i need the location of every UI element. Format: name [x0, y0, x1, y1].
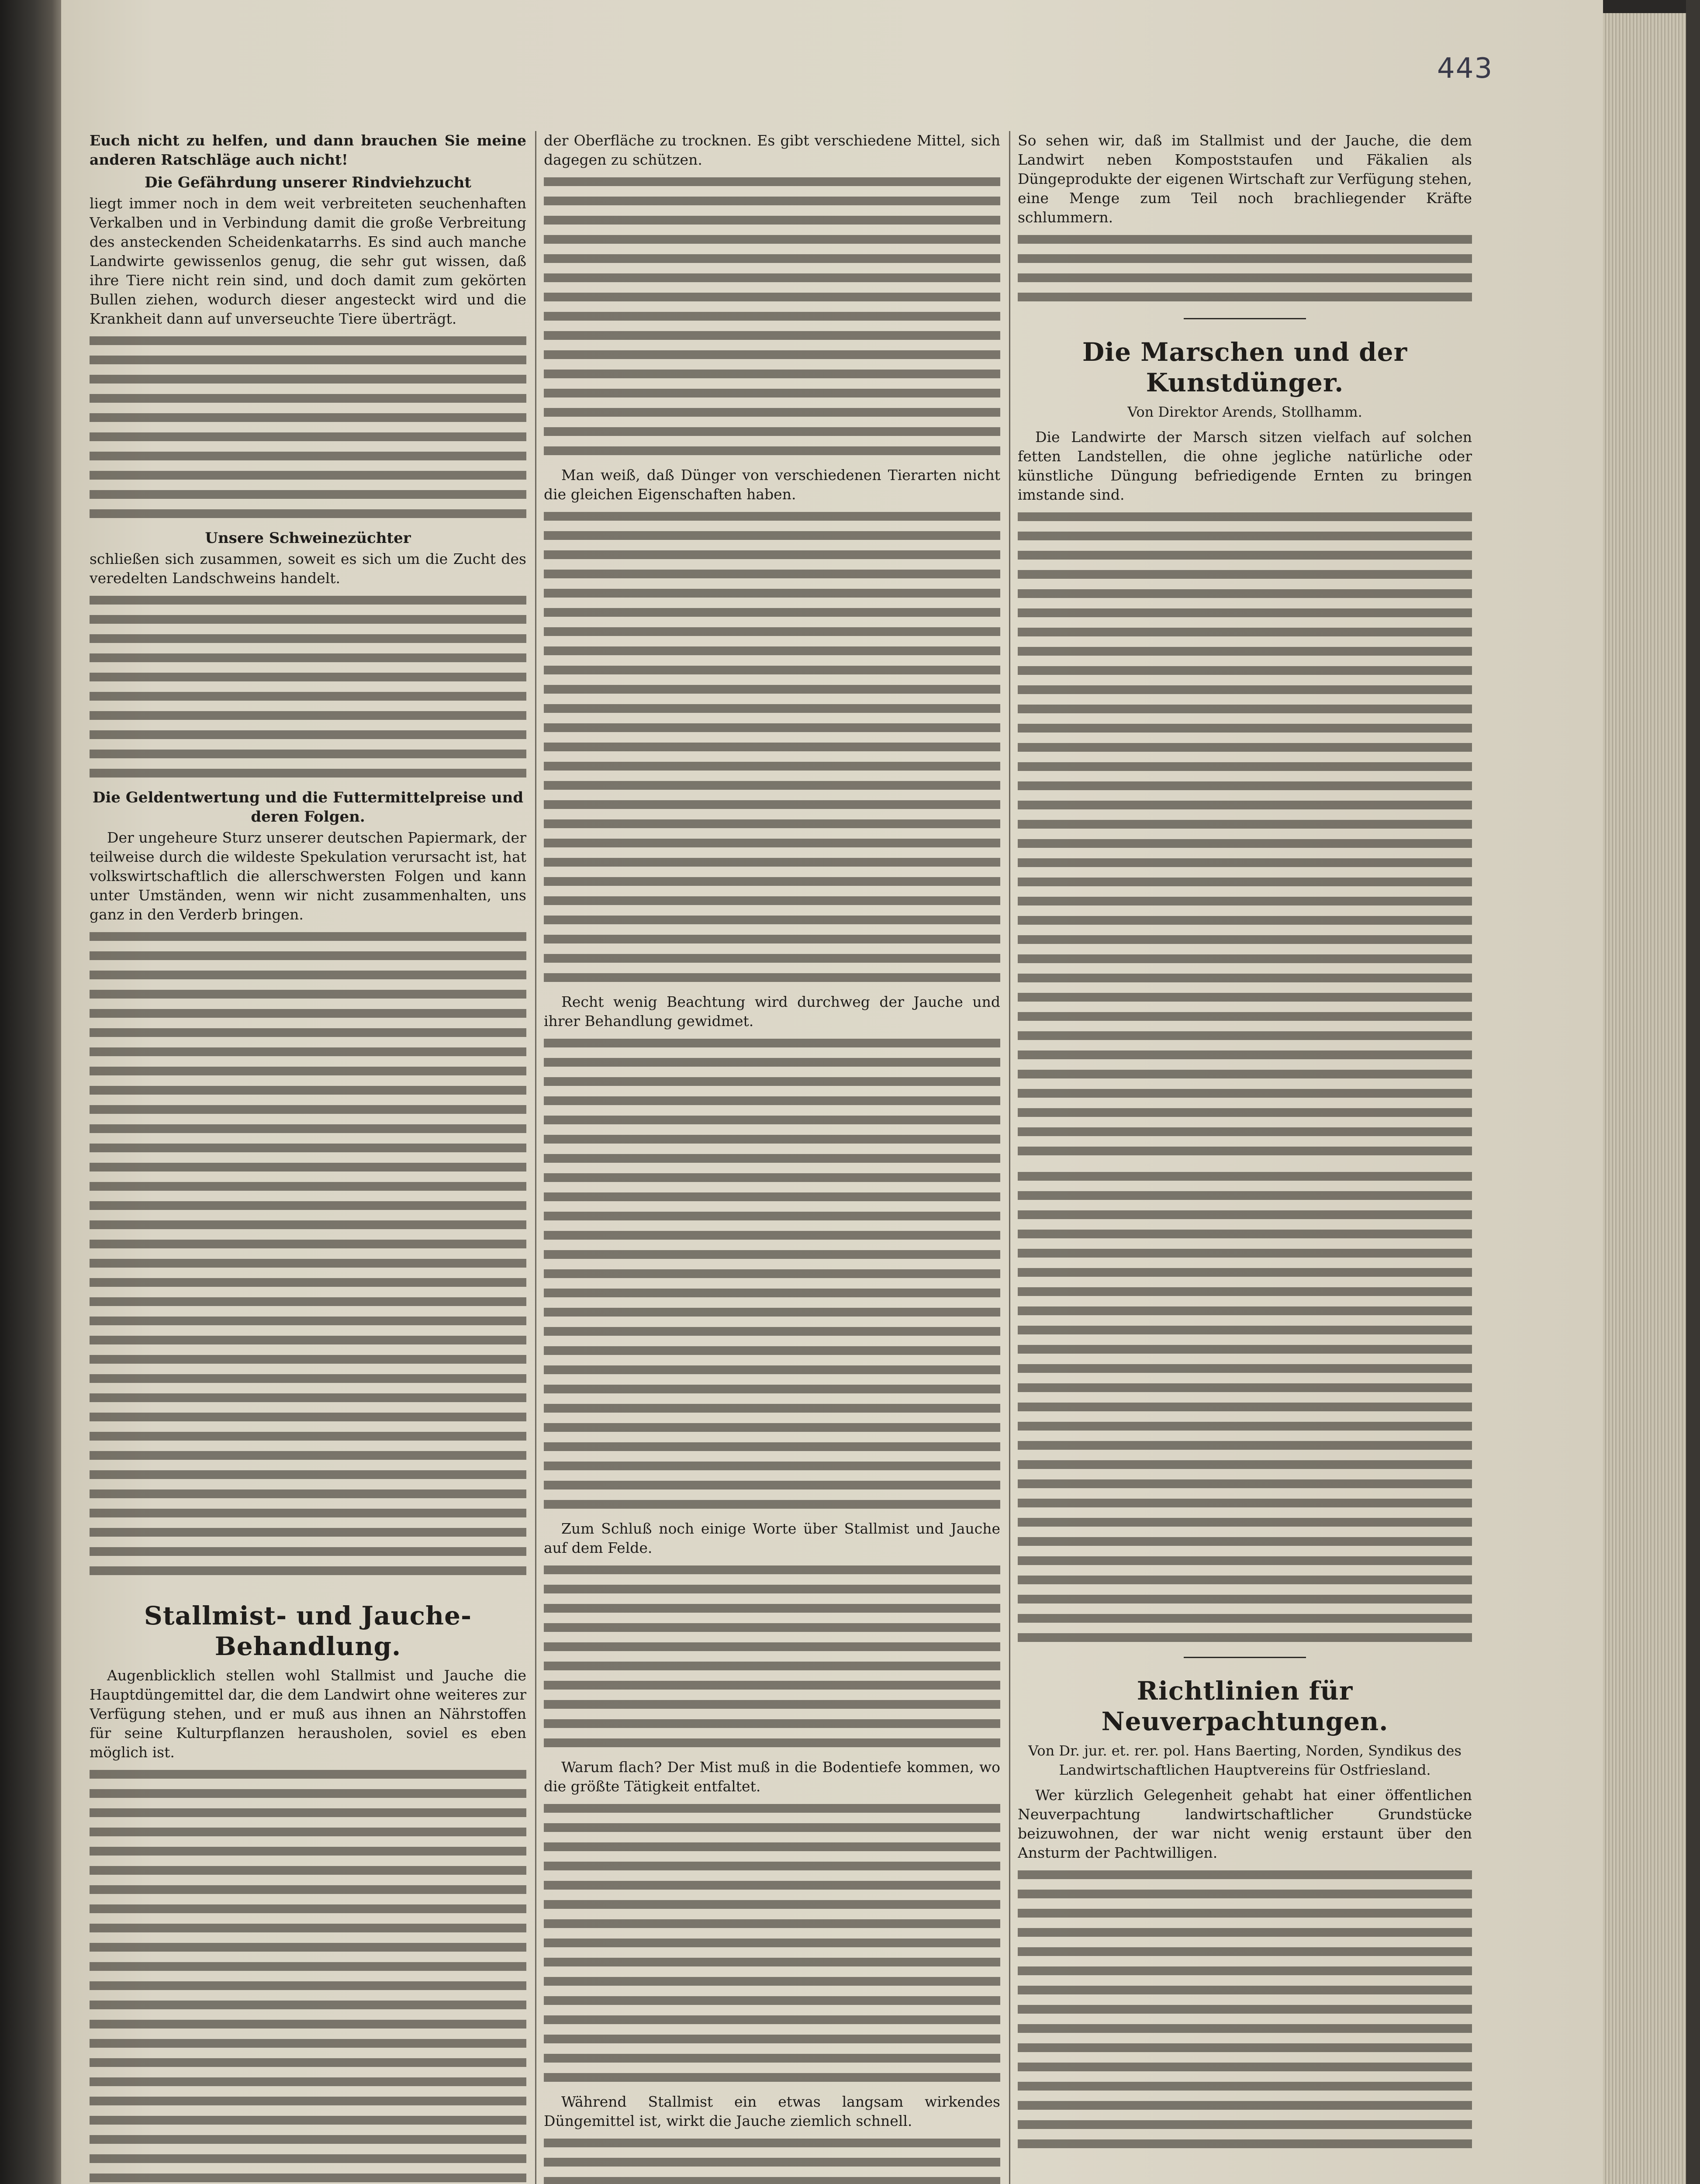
paragraph: der Oberfläche zu trocknen. Es gibt verschiedene Mittel, sich dagegen zu schützen. [544, 132, 1000, 168]
text-block [544, 173, 1000, 461]
separator-rule [1184, 1657, 1306, 1658]
text-block [90, 332, 526, 524]
column-1 [90, 131, 526, 2184]
paragraph: Man weiß, daß Dünger von verschiedenen Tierarten nicht die gleichen Eigenschaften haben. [544, 467, 1000, 503]
text-block [1018, 1168, 1472, 1648]
separator-rule [1184, 318, 1306, 319]
paragraph: Wer kürzlich Gelegenheit gehabt hat einer öffentlichen Neuverpachtung landwirtschaftlicher Grundstücke beizuwohnen, der war nicht wenig erstaunt über den Ansturm der Pachtwilligen. [1018, 1787, 1472, 1861]
article-title-marschen: Die Marschen und der Kunstdünger. [1082, 337, 1408, 397]
paragraph: liegt immer noch in dem weit verbreiteten seuchenhaften Verkalben und in Verbindung damit die große Verbreitung des ansteckenden Scheidenkatarrhs. Es sind auch manche Landwirte gewissenlos genug, die sehr gut wissen, daß ihre Tiere nicht rein sind, und doch damit zum gekörten Bullen ziehen, wodurch dieser angesteckt wird und die Krankheit dann auf unverseuchte Tiere überträgt. [90, 195, 526, 327]
book-binding [0, 0, 61, 2184]
article-title-richtlinien: Richtlinien für Neuverpachtungen. [1101, 1676, 1389, 1736]
paragraph: Die Landwirte der Marsch sitzen vielfach auf solchen fetten Landstellen, die ohne jegliche natürliche oder künstliche Düngung befriedigende Ernten zu bringen imstande sind. [1018, 429, 1472, 503]
text-block [1018, 1866, 1472, 2154]
text-block [544, 1561, 1000, 1753]
paragraph: schließen sich zusammen, soweit es sich um die Zucht des veredelten Landschweins handelt. [90, 550, 526, 587]
paragraph: Der ungeheure Sturz unserer deutschen Papiermark, der teilweise durch die wildeste Spekulation verursacht ist, hat volkswirtschaftlich die allerschwersten Folgen und kann unter Umständen, wenn wir nicht zusammenhalten, uns ganz in den Verderb bringen. [90, 829, 526, 923]
paragraph: Zum Schluß noch einige Worte über Stallmist und Jauche auf dem Felde. [544, 1520, 1000, 1556]
subheading-rindvieh: Die Gefährdung unserer Rindviehzucht [145, 174, 471, 191]
column-rule [1009, 131, 1010, 2184]
binding-edge-right [1686, 0, 1700, 2184]
text-block [90, 928, 526, 1583]
text-block [90, 591, 526, 784]
text-block [1018, 231, 1472, 309]
text-block [544, 508, 1000, 988]
subheading-schweine: Unsere Schweinezüchter [205, 529, 411, 547]
text-block [544, 1800, 1000, 2088]
paragraph: Augenblicklich stellen wohl Stallmist und Jauche die Hauptdüngemittel dar, die dem Landwirt ohne weiteres zur Verfügung stehen, und er muß aus ihnen an Nährstoffen für seine Kulturpflanzen herausholen, soviel es eben möglich ist. [90, 1667, 526, 1761]
page-number: 443 [1437, 52, 1493, 85]
column-2 [544, 131, 1000, 2184]
byline-marschen: Von Direktor Arends, Stollhamm. [1127, 404, 1362, 420]
article-title-stallmist: Stallmist- und Jauche-Behandlung. [144, 1601, 472, 1661]
paragraph: Recht wenig Beachtung wird durchweg der Jauche und ihrer Behandlung gewidmet. [544, 993, 1000, 1030]
page-stack-edge [1603, 13, 1700, 2184]
text-block [544, 1034, 1000, 1515]
subheading-geldentwertung: Die Geldentwertung und die Futtermittelpreise und deren Folgen. [92, 789, 524, 826]
column-3 [1018, 131, 1472, 2184]
text-block [1018, 508, 1472, 1163]
intro-text: Euch nicht zu helfen, und dann brauchen Sie meine anderen Ratschläge auch nicht! [90, 132, 526, 168]
text-block [544, 2134, 1000, 2184]
paragraph: So sehen wir, daß im Stallmist und der Jauche, die dem Landwirt neben Kompoststaufen und Fäkalien als Düngeprodukte der eigenen Wirtschaft zur Verfügung stehen, eine Menge zum Teil noch brachliegender Kräfte schlummern. [1018, 132, 1472, 226]
text-block [90, 1766, 526, 2184]
paragraph: Warum flach? Der Mist muß in die Bodentiefe kommen, wo die größte Tätigkeit entfaltet. [544, 1759, 1000, 1795]
byline-richtlinien: Von Dr. jur. et. rer. pol. Hans Baerting, Norden, Syndikus des Landwirtschaftlichen Hauptvereins für Ostfriesland. [1028, 1742, 1462, 1778]
column-rule [535, 131, 536, 2184]
paragraph: Während Stallmist ein etwas langsam wirkendes Düngemittel ist, wirkt die Jauche ziemlich schnell. [544, 2093, 1000, 2129]
